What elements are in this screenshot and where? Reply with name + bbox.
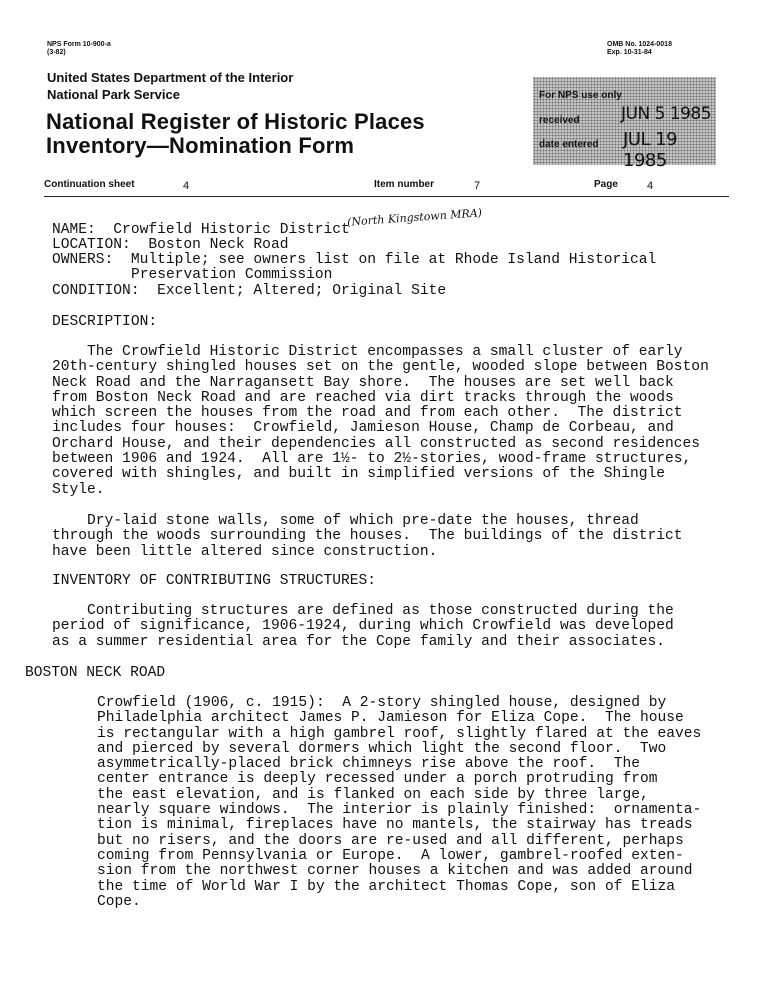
road-heading: BOSTON NECK ROAD [25, 665, 166, 681]
description-heading: DESCRIPTION: [52, 314, 158, 330]
nps-use-only-box [533, 77, 716, 171]
agency-name: United States Department of the Interior [47, 70, 294, 85]
form-id: NPS Form 10-900-a [47, 41, 111, 48]
text-line: is rectangular with a high gambrel roof, slightly flared at the eaves [97, 725, 702, 742]
omb-number: OMB No. 1024-0018 [607, 41, 672, 48]
text-line: The Crowfield Historic District encompasses a small cluster of early [52, 344, 683, 360]
text-line: Contributing structures are defined as those constructed during the [52, 603, 674, 619]
omb-expiration: Exp. 10-31-84 [607, 49, 652, 56]
received-label: received [539, 115, 580, 126]
item-number-value: 7 [474, 180, 481, 192]
item-number-label: Item number [374, 179, 435, 190]
text-line: the time of World War I by the architect Thomas Cope, son of Eliza [97, 878, 676, 895]
text-line: between 1906 and 1924. All are 1½- to 2½-stories, wood-frame structures, [52, 451, 692, 468]
form-title-line1: National Register of Historic Places [46, 109, 425, 134]
crowfield-entry [97, 696, 701, 910]
date-entered-label: date entered [539, 139, 599, 150]
entered-date-stamp: JUL 19 1985 [623, 129, 678, 171]
continuation-sheet-label: Continuation sheet [44, 179, 135, 190]
form-title-line2: Inventory—Nomination Form [46, 133, 355, 158]
continuation-sheet-value: 4 [183, 180, 190, 192]
text-line: and pierced by several dormers which light the second floor. Two [97, 740, 667, 757]
page-value: 4 [647, 180, 654, 192]
page-label: Page [594, 179, 618, 190]
text-line: 20th-century shingled houses set on the gentle, wooded slope between Boston [52, 359, 709, 376]
text-line: tion is minimal, fireplaces have no mantels, the stairway has treads [97, 817, 693, 834]
description-paragraph-2 [52, 514, 683, 560]
text-line: sion from the northwest corner houses a kitchen and was added around [97, 863, 693, 880]
received-date-stamp: JUN 5 1985 [621, 104, 712, 124]
text-line: Crowfield (1906, c. 1915): A 2-story shingled house, designed by [97, 695, 667, 711]
text-line: covered with shingles, and built in simplified versions of the Shingle [52, 466, 666, 483]
owners-field: OWNERS: Multiple; see owners list on file at Rhode Island Historical [52, 252, 657, 268]
text-line: period of significance, 1906-1924, during which Crowfield was developed [52, 618, 674, 635]
text-line: have been little altered since construction. [52, 543, 438, 560]
form-date: (3-82) [47, 49, 66, 56]
text-line: Cope. [97, 893, 141, 910]
text-line: includes four houses: Crowfield, Jamieson House, Champ de Corbeau, and [52, 420, 674, 437]
text-line: Neck Road and the Narragansett Bay shore. The houses are set well back [52, 374, 674, 391]
name-field: NAME: Crowfield Historic District [52, 222, 350, 238]
text-line: asymmetrically-placed brick chimneys rise above the roof. The [97, 756, 640, 773]
inventory-paragraph [52, 604, 674, 650]
nps-use-label: For NPS use only [539, 90, 622, 101]
text-line: from Boston Neck Road and are reached via dirt tracks through the woods [52, 389, 674, 406]
header-divider [44, 196, 729, 197]
text-line: Philadelphia architect James P. Jamieson for Eliza Cope. The house [97, 710, 684, 727]
text-line: the east elevation, and is flanked on each side by three large, [97, 786, 649, 803]
text-line: Style. [52, 481, 105, 498]
text-line: nearly square windows. The interior is plainly finished: ornamenta- [97, 802, 702, 819]
text-line: as a summer residential area for the Cope family and their associates. [52, 633, 666, 650]
text-line: through the woods surrounding the houses. The buildings of the district [52, 528, 683, 545]
text-line: which screen the houses from the road and from each other. The district [52, 405, 683, 422]
text-line: Dry-laid stone walls, some of which pre-date the houses, thread [52, 513, 639, 529]
text-line: coming from Pennsylvania or Europe. A lower, gambrel-roofed exten- [97, 847, 684, 864]
condition-field: CONDITION: Excellent; Altered; Original Site [52, 283, 447, 299]
inventory-heading: INVENTORY OF CONTRIBUTING STRUCTURES: [52, 573, 377, 589]
text-line: Orchard House, and their dependencies all constructed as second residences [52, 435, 701, 452]
text-line: but no risers, and the doors are re-used and all different, perhaps [97, 832, 684, 849]
owners-field-continued: Preservation Commission [131, 267, 333, 283]
service-name: National Park Service [47, 87, 180, 102]
location-field: LOCATION: Boston Neck Road [52, 237, 289, 253]
description-paragraph-1 [52, 345, 709, 498]
handwritten-note: (North Kingstown MRA) [346, 206, 483, 229]
text-line: center entrance is deeply recessed under a porch protruding from [97, 771, 658, 788]
